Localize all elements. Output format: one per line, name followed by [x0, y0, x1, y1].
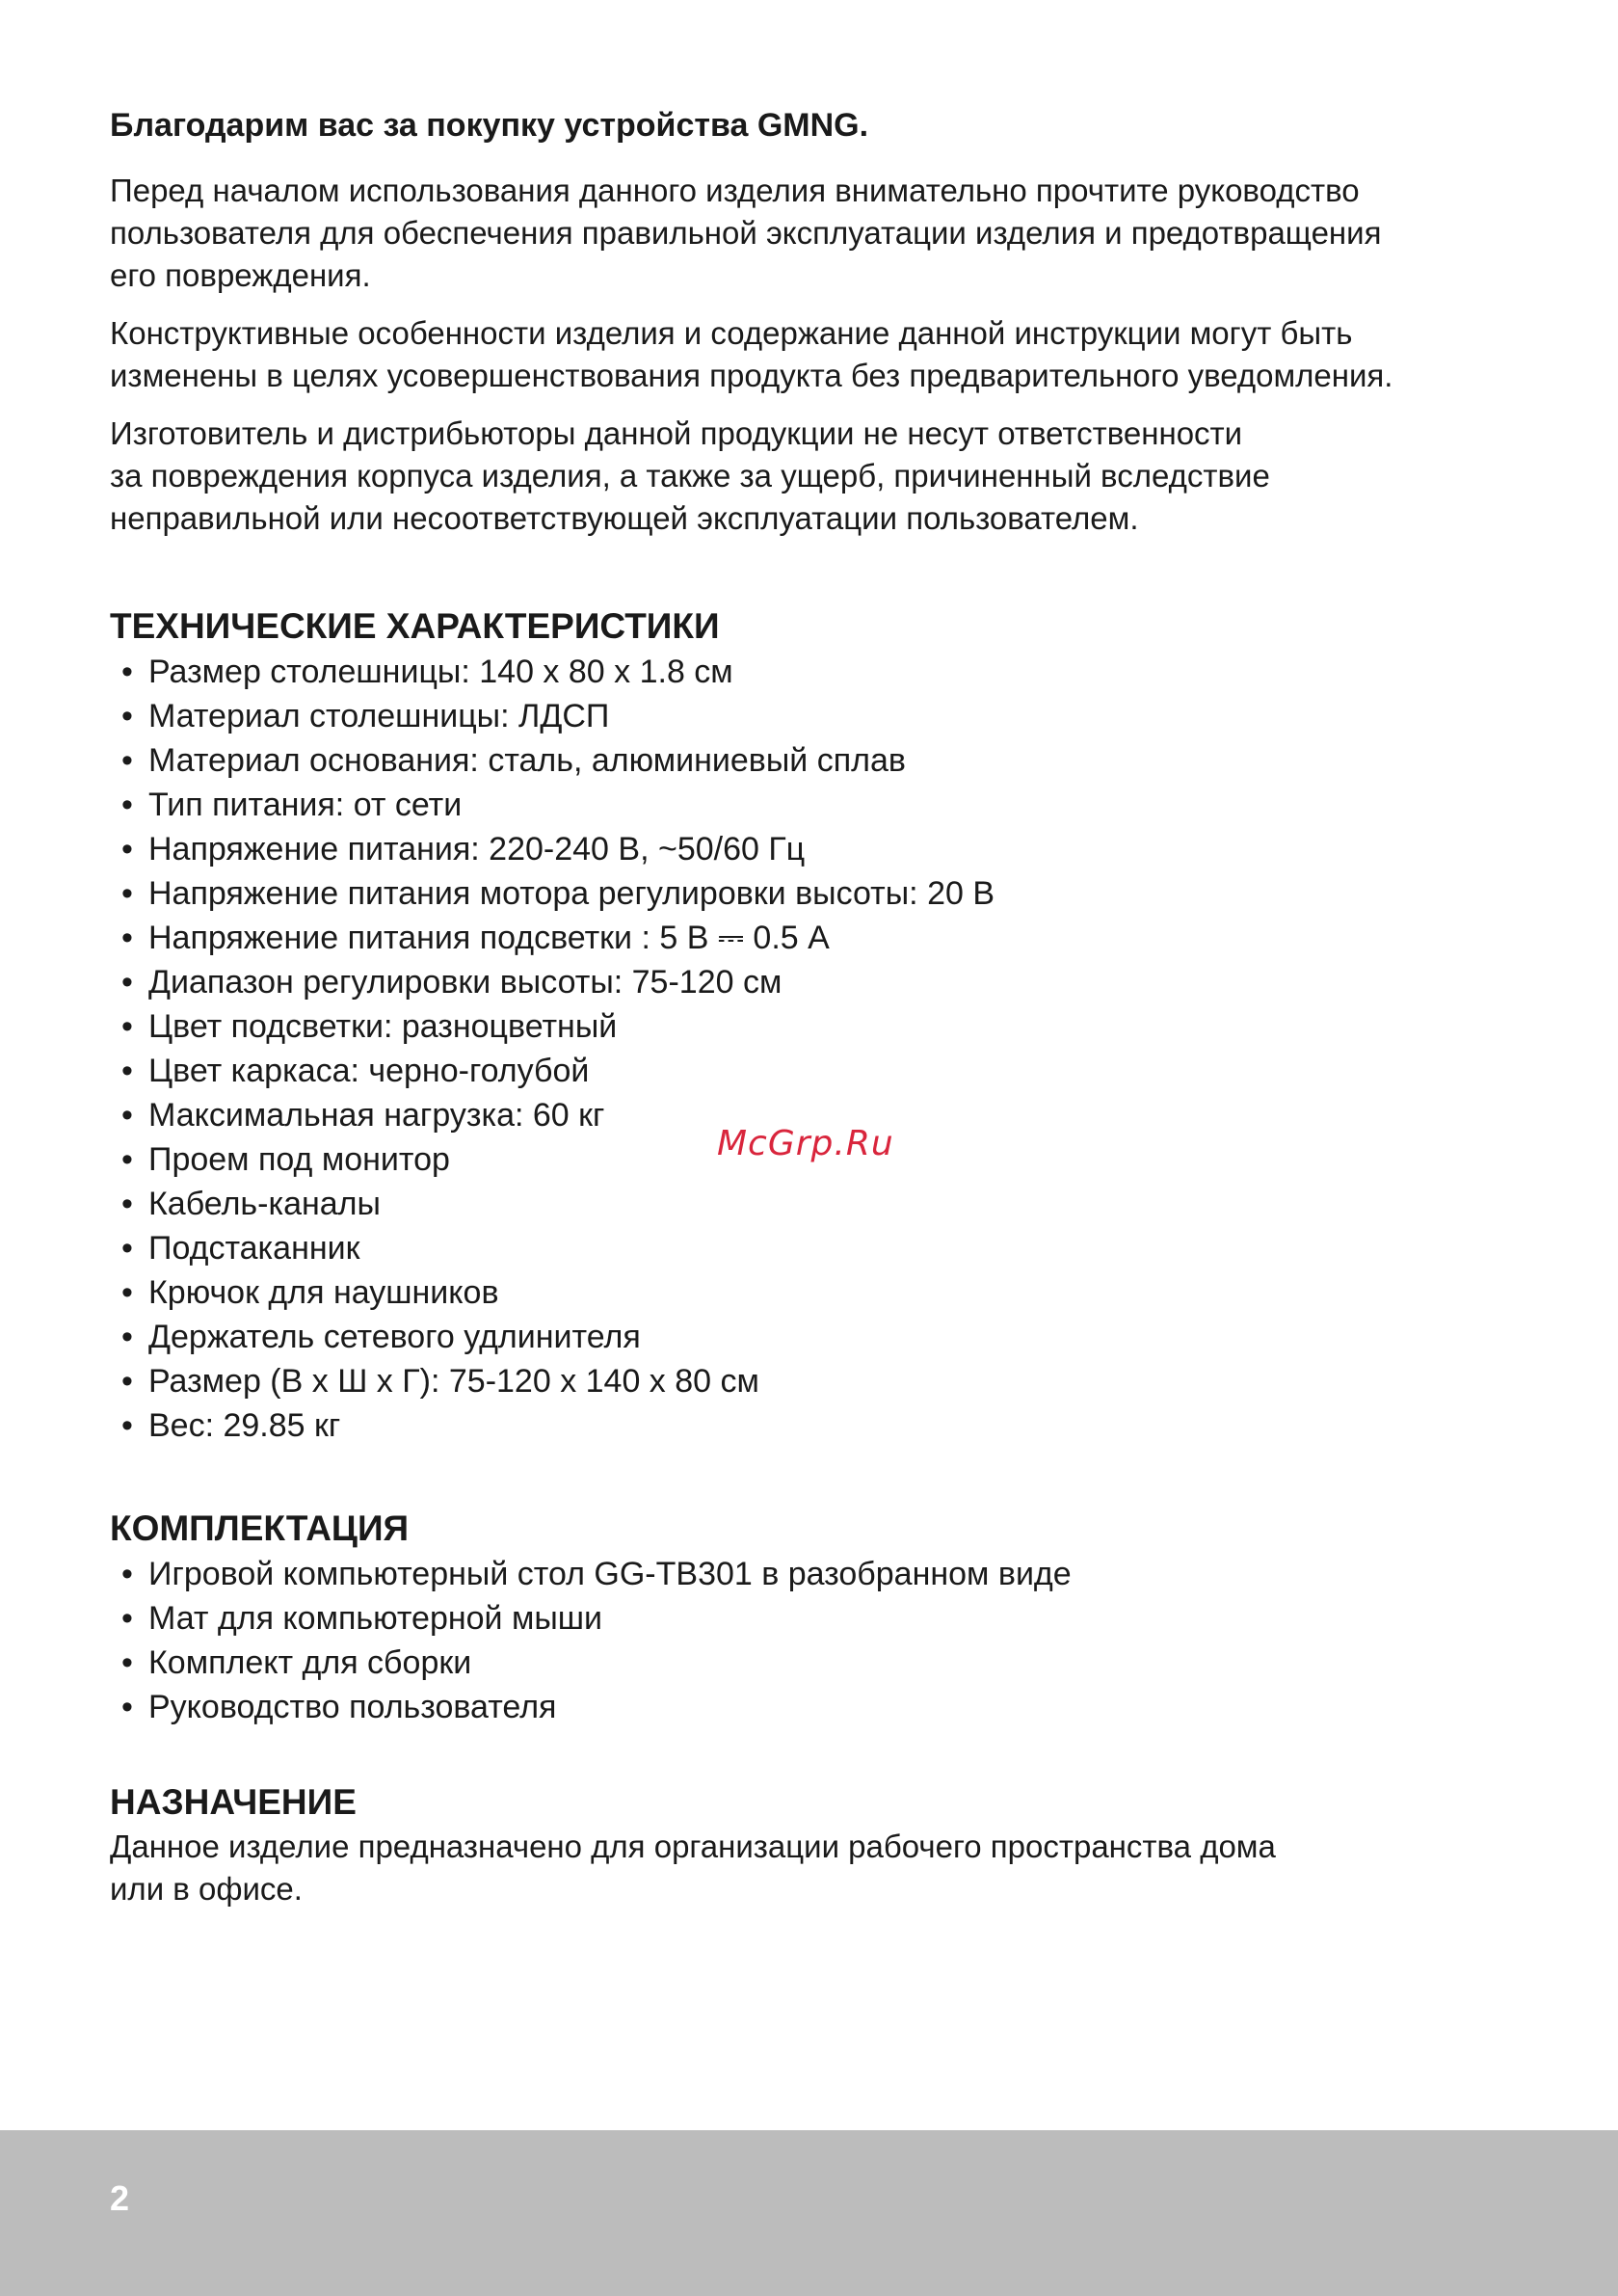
specs-list	[110, 650, 1517, 1448]
specs-item	[121, 871, 1517, 916]
specs-item-text: Размер столешницы: 140 х 80 х 1.8 см	[148, 654, 733, 690]
specs-item-text: Материал столешницы: ЛДСП	[148, 698, 610, 734]
bullet: •	[121, 1053, 133, 1089]
specs-item-text: Проем под монитор	[148, 1141, 450, 1178]
intro-paragraph-2-line-1: Конструктивные особенности изделия и содержание данной инструкции могут быть	[110, 315, 1353, 351]
bullet: •	[121, 1689, 133, 1725]
bullet: •	[121, 1008, 133, 1045]
bullet: •	[121, 1141, 133, 1178]
bullet: •	[121, 787, 133, 823]
intro-paragraph-1	[110, 170, 1517, 297]
bullet: •	[121, 1319, 133, 1355]
specs-item-text: Напряжение питания мотора регулировки высоты: 20 В	[148, 875, 995, 912]
kit-item-text: Игровой компьютерный стол GG-TB301 в разобранном виде	[148, 1556, 1072, 1592]
specs-item-text: Размер (В х Ш х Г): 75-120 х 140 х 80 см	[148, 1363, 759, 1400]
kit-section-title: КОМПЛЕКТАЦИЯ	[110, 1508, 410, 1548]
specs-item-text: Вес: 29.85 кг	[148, 1407, 341, 1444]
kit-item-text: Комплект для сборки	[148, 1644, 472, 1681]
specs-item-text: Кабель-каналы	[148, 1186, 381, 1222]
purpose-section-title: НАЗНАЧЕНИЕ	[110, 1782, 357, 1822]
specs-item-text: Максимальная нагрузка: 60 кг	[148, 1097, 605, 1134]
specs-item	[121, 1403, 1517, 1448]
bullet: •	[121, 1407, 133, 1444]
bullet: •	[121, 964, 133, 1001]
specs-item	[121, 1049, 1517, 1093]
specs-item-text: Подстаканник	[148, 1230, 360, 1267]
specs-item-text: Напряжение питания подсветки : 5 В ⎓ 0.5 А	[148, 920, 830, 956]
purpose-line-2: или в офисе.	[110, 1871, 303, 1907]
purpose-paragraph	[110, 1826, 1517, 1910]
bullet: •	[121, 698, 133, 734]
bullet: •	[121, 1097, 133, 1134]
bullet: •	[121, 1644, 133, 1681]
specs-item	[121, 738, 1517, 783]
kit-list	[110, 1552, 1517, 1729]
purpose-line-1: Данное изделие предназначено для организации рабочего пространства дома	[110, 1829, 1276, 1864]
specs-item-text: Тип питания: от сети	[148, 787, 463, 823]
specs-item-text: Держатель сетевого удлинителя	[148, 1319, 641, 1355]
specs-item-text: Крючок для наушников	[148, 1274, 499, 1311]
page-number: 2	[110, 2178, 130, 2218]
intro-paragraph-2	[110, 312, 1517, 397]
bullet: •	[121, 831, 133, 868]
bullet: •	[121, 920, 133, 956]
specs-item	[121, 916, 1517, 960]
intro-paragraph-3-line-2: за повреждения корпуса изделия, а также за ущерб, причиненный вследствие	[110, 458, 1270, 494]
kit-item	[121, 1685, 1517, 1729]
intro-paragraph-1-line-2: пользователя для обеспечения правильной эксплуатации изделия и предотвращения	[110, 215, 1382, 251]
bullet: •	[121, 1230, 133, 1267]
kit-item	[121, 1596, 1517, 1641]
specs-item	[121, 1226, 1517, 1270]
specs-item	[121, 694, 1517, 738]
specs-item	[121, 1182, 1517, 1226]
specs-item-text: Цвет каркаса: черно-голубой	[148, 1053, 590, 1089]
intro-paragraph-1-line-1: Перед началом использования данного изделия внимательно прочтите руководство	[110, 173, 1360, 208]
intro-paragraph-3-line-1: Изготовитель и дистрибьюторы данной продукции не несут ответственности	[110, 415, 1243, 451]
kit-item-text: Мат для компьютерной мыши	[148, 1600, 603, 1637]
specs-item-text: Цвет подсветки: разноцветный	[148, 1008, 618, 1045]
bullet: •	[121, 1363, 133, 1400]
specs-section-title: ТЕХНИЧЕСКИЕ ХАРАКТЕРИСТИКИ	[110, 606, 720, 646]
intro-paragraph-3	[110, 413, 1517, 540]
specs-item	[121, 783, 1517, 827]
specs-item-text: Напряжение питания: 220-240 В, ~50/60 Гц	[148, 831, 806, 868]
kit-item	[121, 1641, 1517, 1685]
specs-item-text: Диапазон регулировки высоты: 75-120 см	[148, 964, 782, 1001]
specs-item	[121, 827, 1517, 871]
bullet: •	[121, 875, 133, 912]
intro-paragraph-3-line-3: неправильной или несоответствующей эксплуатации пользователем.	[110, 500, 1139, 536]
specs-item	[121, 1315, 1517, 1359]
watermark: McGrp.Ru	[717, 1124, 894, 1163]
specs-item-text: Материал основания: сталь, алюминиевый сплав	[148, 742, 906, 779]
intro-paragraph-2-line-2: изменены в целях усовершенствования продукта без предварительного уведомления.	[110, 358, 1393, 393]
specs-item	[121, 650, 1517, 694]
bullet: •	[121, 742, 133, 779]
footer-band	[0, 2130, 1618, 2296]
specs-item	[121, 1270, 1517, 1315]
document-page	[110, 100, 1517, 1926]
specs-item	[121, 960, 1517, 1004]
specs-item	[121, 1359, 1517, 1403]
bullet: •	[121, 1600, 133, 1637]
bullet: •	[121, 1186, 133, 1222]
intro-paragraph-1-line-3: его повреждения.	[110, 257, 371, 293]
bullet: •	[121, 1556, 133, 1592]
intro-title: Благодарим вас за покупку устройства GMNG.	[110, 107, 869, 144]
bullet: •	[121, 1274, 133, 1311]
specs-item	[121, 1004, 1517, 1049]
kit-item	[121, 1552, 1517, 1596]
bullet: •	[121, 654, 133, 690]
kit-item-text: Руководство пользователя	[148, 1689, 557, 1725]
